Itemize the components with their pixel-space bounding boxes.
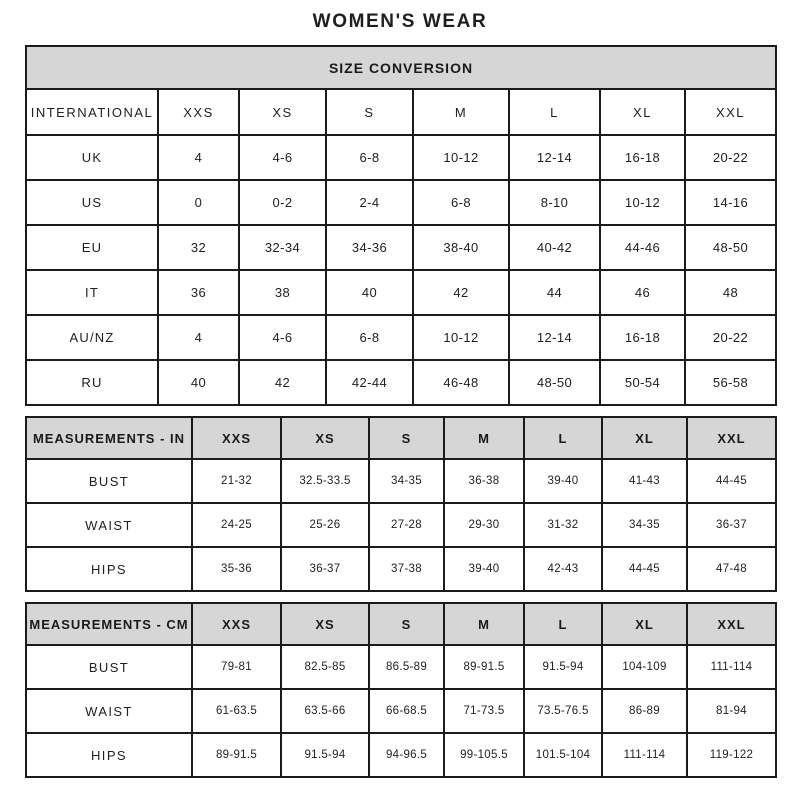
column-header-xs: XS: [281, 603, 369, 645]
table-cell: 32: [158, 225, 239, 270]
measurements-cm-table: [25, 602, 777, 778]
table-cell: 94-96.5: [369, 733, 444, 777]
table-cell: 6-8: [326, 315, 413, 360]
column-header-m: M: [444, 417, 524, 459]
column-header-l: L: [509, 89, 600, 135]
table-cell: 42-43: [524, 547, 602, 591]
table-row-waist-cm: [26, 689, 776, 733]
table-cell: 27-28: [369, 503, 444, 547]
table-cell: 86-89: [602, 689, 687, 733]
table-cell: 10-12: [600, 180, 685, 225]
table-cell: 44-46: [600, 225, 685, 270]
table-cell: 10-12: [413, 135, 509, 180]
table-title-row: [26, 46, 776, 89]
table-cell: 104-109: [602, 645, 687, 689]
table-cell: 34-35: [369, 459, 444, 503]
table-cell: 16-18: [600, 315, 685, 360]
table-cell: 50-54: [600, 360, 685, 405]
column-header-m: M: [444, 603, 524, 645]
table-row-bust-in: [26, 459, 776, 503]
row-label-hips: HIPS: [26, 547, 192, 591]
table-cell: 4-6: [239, 135, 326, 180]
table-header-row: [26, 417, 776, 459]
size-conversion-title: SIZE CONVERSION: [26, 46, 776, 89]
table-cell: 6-8: [326, 135, 413, 180]
table-cell: 111-114: [602, 733, 687, 777]
row-label-hips: HIPS: [26, 733, 192, 777]
table-row-waist-in: [26, 503, 776, 547]
table-cell: 82.5-85: [281, 645, 369, 689]
row-label-bust: BUST: [26, 645, 192, 689]
table-row-us: [26, 180, 776, 225]
table-cell: 24-25: [192, 503, 281, 547]
table-row-hips-in: [26, 547, 776, 591]
table-cell: 86.5-89: [369, 645, 444, 689]
column-header-xxl: XXL: [685, 89, 776, 135]
page-title: WOMEN'S WEAR: [312, 11, 488, 32]
table-cell: 4: [158, 135, 239, 180]
row-label-uk: UK: [26, 135, 158, 180]
row-label-waist: WAIST: [26, 503, 192, 547]
column-header-xl: XL: [602, 417, 687, 459]
column-header-xs: XS: [239, 89, 326, 135]
table-row-aunz: [26, 315, 776, 360]
table-cell: 32.5-33.5: [281, 459, 369, 503]
table-cell: 63.5-66: [281, 689, 369, 733]
table-cell: 48-50: [509, 360, 600, 405]
measurements-in-title: MEASUREMENTS - IN: [26, 417, 192, 459]
table-cell: 48: [685, 270, 776, 315]
table-cell: 99-105.5: [444, 733, 524, 777]
table-cell: 48-50: [685, 225, 776, 270]
table-header-row: [26, 603, 776, 645]
table-cell: 73.5-76.5: [524, 689, 602, 733]
table-row-eu: [26, 225, 776, 270]
table-row-ru: [26, 360, 776, 405]
table-cell: 40-42: [509, 225, 600, 270]
column-header-xxs: XXS: [192, 417, 281, 459]
table-cell: 21-32: [192, 459, 281, 503]
column-header-s: S: [326, 89, 413, 135]
table-cell: 36: [158, 270, 239, 315]
table-cell: 81-94: [687, 689, 776, 733]
column-header-international: INTERNATIONAL: [26, 89, 158, 135]
column-header-xxs: XXS: [192, 603, 281, 645]
table-cell: 29-30: [444, 503, 524, 547]
table-cell: 40: [326, 270, 413, 315]
table-cell: 38-40: [413, 225, 509, 270]
size-conversion-table: [25, 45, 777, 406]
table-cell: 39-40: [444, 547, 524, 591]
table-cell: 46: [600, 270, 685, 315]
row-label-aunz: AU/NZ: [26, 315, 158, 360]
table-cell: 34-35: [602, 503, 687, 547]
table-cell: 46-48: [413, 360, 509, 405]
column-header-l: L: [524, 603, 602, 645]
table-cell: 31-32: [524, 503, 602, 547]
table-row-uk: [26, 135, 776, 180]
column-header-l: L: [524, 417, 602, 459]
table-cell: 89-91.5: [192, 733, 281, 777]
table-cell: 61-63.5: [192, 689, 281, 733]
table-cell: 8-10: [509, 180, 600, 225]
page: [0, 10, 800, 800]
table-cell: 40: [158, 360, 239, 405]
table-row-it: [26, 270, 776, 315]
row-label-bust: BUST: [26, 459, 192, 503]
table-cell: 0-2: [239, 180, 326, 225]
table-row-hips-cm: [26, 733, 776, 777]
table-cell: 42: [413, 270, 509, 315]
table-cell: 42-44: [326, 360, 413, 405]
table-cell: 20-22: [685, 135, 776, 180]
table-cell: 34-36: [326, 225, 413, 270]
table-cell: 6-8: [413, 180, 509, 225]
table-cell: 10-12: [413, 315, 509, 360]
table-row-bust-cm: [26, 645, 776, 689]
table-cell: 32-34: [239, 225, 326, 270]
column-header-xxl: XXL: [687, 603, 776, 645]
table-header-row: [26, 89, 776, 135]
column-header-s: S: [369, 417, 444, 459]
table-cell: 101.5-104: [524, 733, 602, 777]
table-cell: 89-91.5: [444, 645, 524, 689]
table-cell: 4-6: [239, 315, 326, 360]
row-label-ru: RU: [26, 360, 158, 405]
table-cell: 39-40: [524, 459, 602, 503]
measurements-cm-title: MEASUREMENTS - CM: [26, 603, 192, 645]
table-cell: 2-4: [326, 180, 413, 225]
table-cell: 20-22: [685, 315, 776, 360]
table-cell: 0: [158, 180, 239, 225]
table-cell: 71-73.5: [444, 689, 524, 733]
table-cell: 36-37: [281, 547, 369, 591]
table-cell: 25-26: [281, 503, 369, 547]
row-label-it: IT: [26, 270, 158, 315]
table-cell: 79-81: [192, 645, 281, 689]
table-cell: 12-14: [509, 135, 600, 180]
row-label-waist: WAIST: [26, 689, 192, 733]
table-cell: 44: [509, 270, 600, 315]
table-cell: 91.5-94: [524, 645, 602, 689]
table-cell: 36-38: [444, 459, 524, 503]
table-cell: 16-18: [600, 135, 685, 180]
table-cell: 44-45: [602, 547, 687, 591]
table-cell: 14-16: [685, 180, 776, 225]
column-header-xl: XL: [600, 89, 685, 135]
measurements-in-table: [25, 416, 777, 592]
table-cell: 44-45: [687, 459, 776, 503]
table-cell: 41-43: [602, 459, 687, 503]
column-header-xxl: XXL: [687, 417, 776, 459]
column-header-xs: XS: [281, 417, 369, 459]
table-cell: 91.5-94: [281, 733, 369, 777]
column-header-m: M: [413, 89, 509, 135]
column-header-xxs: XXS: [158, 89, 239, 135]
table-cell: 66-68.5: [369, 689, 444, 733]
column-header-xl: XL: [602, 603, 687, 645]
table-cell: 36-37: [687, 503, 776, 547]
table-cell: 119-122: [687, 733, 776, 777]
table-cell: 12-14: [509, 315, 600, 360]
table-cell: 47-48: [687, 547, 776, 591]
table-cell: 4: [158, 315, 239, 360]
row-label-eu: EU: [26, 225, 158, 270]
table-cell: 111-114: [687, 645, 776, 689]
table-cell: 38: [239, 270, 326, 315]
table-cell: 56-58: [685, 360, 776, 405]
table-cell: 37-38: [369, 547, 444, 591]
row-label-us: US: [26, 180, 158, 225]
table-cell: 35-36: [192, 547, 281, 591]
column-header-s: S: [369, 603, 444, 645]
table-cell: 42: [239, 360, 326, 405]
